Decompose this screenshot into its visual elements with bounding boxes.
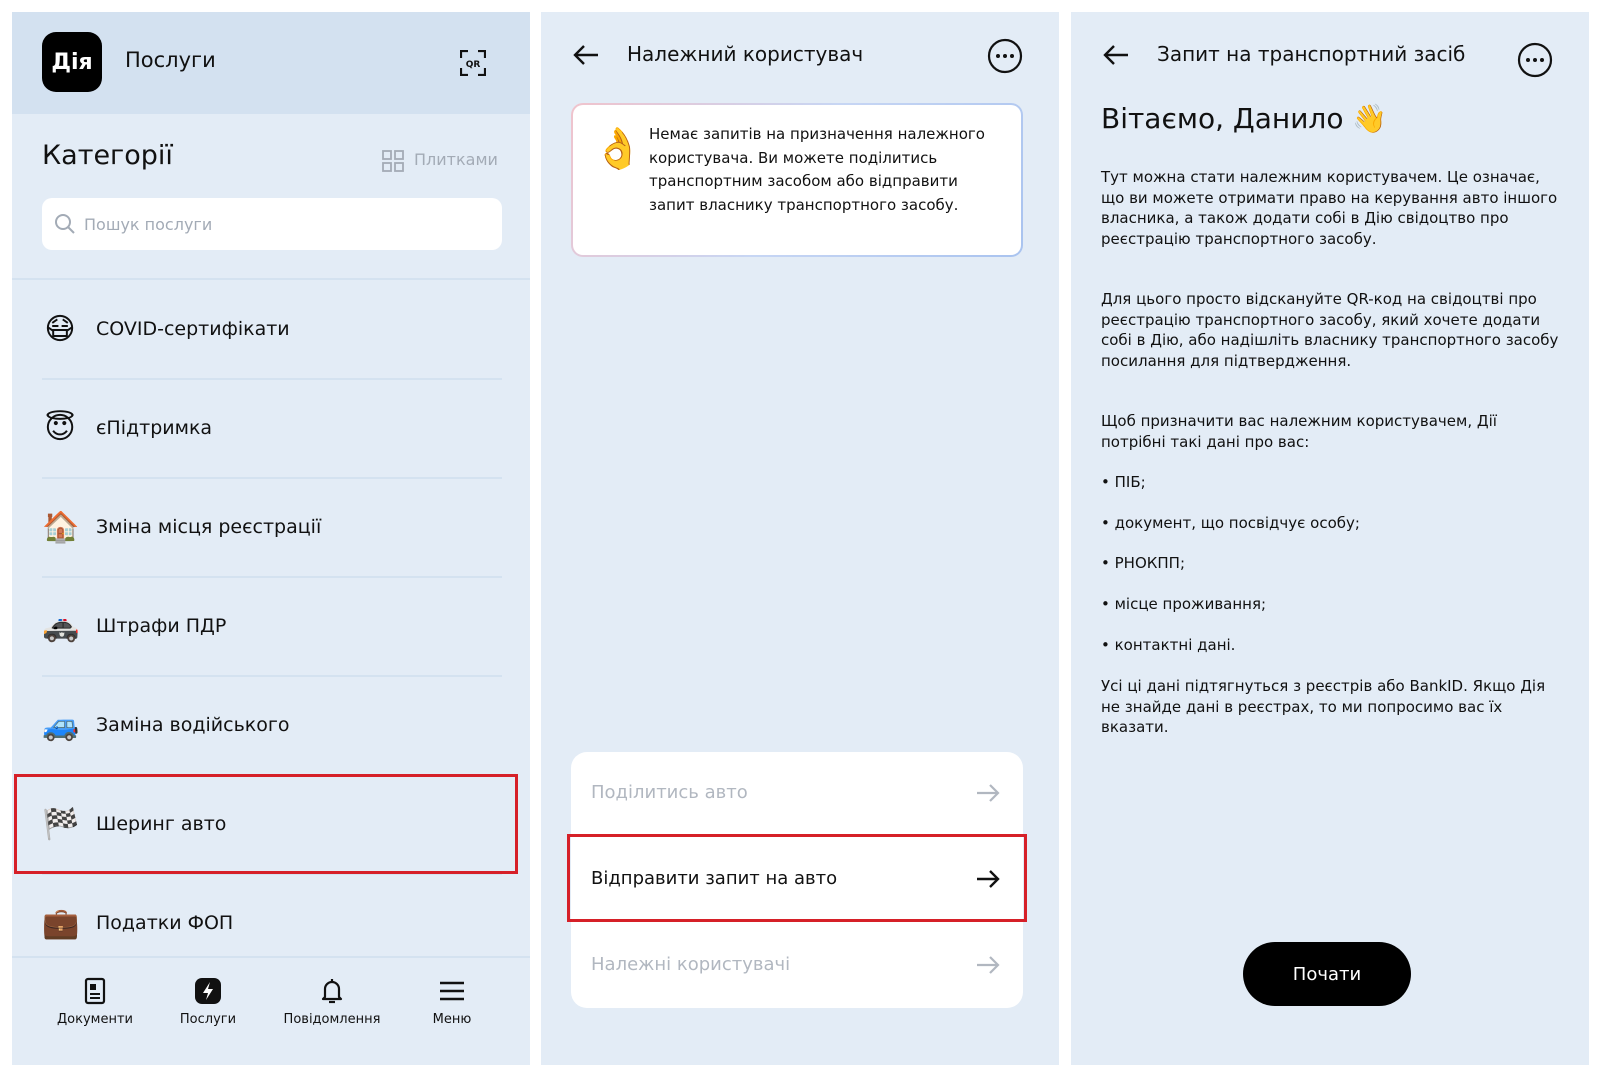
list-item: • ПІБ;	[1101, 473, 1146, 491]
share-car-button[interactable]	[571, 752, 1023, 836]
service-item-license-replacement[interactable]	[42, 676, 502, 776]
police-car-icon: 🚓	[42, 609, 80, 644]
highlight-frame	[14, 774, 518, 874]
service-item-covid[interactable]	[42, 280, 502, 380]
service-item-label: Заміна водійського	[96, 714, 290, 736]
car-icon: 🚙	[42, 708, 80, 743]
info-card	[571, 103, 1023, 257]
service-item-label: COVID-сертифікати	[96, 318, 290, 340]
authorized-users-button[interactable]	[571, 924, 1023, 1008]
grid-icon[interactable]	[382, 150, 404, 172]
briefcase-icon: 💼	[42, 906, 80, 941]
list-item: • контактні дані.	[1101, 636, 1236, 654]
tiles-view-toggle[interactable]: Плитками	[414, 150, 498, 169]
nav-services[interactable]	[148, 976, 268, 1027]
checkered-flag-icon: 🏁	[42, 807, 80, 842]
action-label: Поділитись авто	[591, 782, 748, 803]
page-title: Послуги	[125, 48, 216, 72]
ok-hand-icon: 👌	[593, 126, 643, 172]
list-item: • місце проживання;	[1101, 595, 1267, 613]
list-item: • документ, що посвідчує особу;	[1101, 514, 1360, 532]
back-arrow-icon[interactable]	[571, 40, 601, 70]
intro-paragraph: Тут можна стати належним користувачем. Це означає, що ви можете отримати право на керування авто іншого власника, а також додати собі в Дію свідоцтво про реєстрацію транспортного засобу.	[1101, 168, 1558, 248]
nav-label: Послуги	[179, 1012, 237, 1027]
nav-menu[interactable]	[392, 976, 512, 1027]
service-item-label: Штрафи ПДР	[96, 615, 227, 637]
services-header	[12, 12, 530, 114]
halo-face-icon: 😇	[44, 411, 76, 446]
action-label: Належні користувачі	[591, 954, 791, 975]
search-input[interactable]	[84, 198, 484, 250]
bottom-nav	[12, 956, 530, 1065]
highlight-frame	[567, 834, 1027, 922]
bell-icon	[317, 976, 347, 1006]
svg-text:QR: QR	[465, 60, 481, 70]
greeting-heading: Вітаємо, Данило 👋	[1101, 102, 1388, 135]
registry-paragraph: Усі ці дані підтягнуться з реєстрів або BankID. Якщо Дія не знайде дані в реєстрах, то ми попросимо вас їх вказати.	[1101, 677, 1546, 736]
authorized-user-screen	[541, 12, 1059, 1065]
nav-label: Повідомлення	[283, 1012, 381, 1027]
nav-documents[interactable]	[35, 976, 155, 1027]
list-item: • РНОКПП;	[1101, 554, 1186, 572]
house-icon: 🏠	[42, 510, 80, 545]
back-arrow-icon[interactable]	[1101, 40, 1131, 70]
arrow-right-icon	[975, 780, 1001, 806]
vehicle-request-screen	[1071, 12, 1589, 1065]
action-label: Відправити запит на авто	[591, 868, 838, 889]
service-item-label: Податки ФОП	[96, 912, 234, 934]
qr-scan-icon[interactable]	[460, 50, 486, 76]
service-item-epidtrymka[interactable]	[42, 379, 502, 479]
nav-label: Меню	[432, 1012, 472, 1027]
service-item-label: єПідтримка	[96, 417, 213, 439]
mask-face-icon: 😷	[44, 312, 76, 347]
diia-logo[interactable]: Дія	[42, 32, 102, 92]
more-options-icon[interactable]	[987, 38, 1023, 74]
menu-icon	[437, 976, 467, 1006]
action-list	[571, 752, 1023, 1008]
page-title: Запит на транспортний засіб	[1157, 42, 1466, 66]
instructions-paragraph: Для цього просто відскануйте QR-код на свідоцтві про реєстрацію транспортного засобу, який хочете додати собі в Дію, або надішліть власнику транспортного засобу посилання для підтвердження.	[1101, 290, 1559, 370]
documents-icon	[80, 976, 110, 1006]
start-button[interactable]: Почати	[1243, 942, 1411, 1006]
data-required-paragraph: Щоб призначити вас належним користувачем, Дії потрібні такі дані про вас:	[1101, 412, 1497, 451]
services-screen	[12, 12, 530, 1065]
service-item-label: Шеринг авто	[96, 813, 227, 835]
nav-notifications[interactable]	[272, 976, 392, 1027]
arrow-right-icon	[975, 952, 1001, 978]
search-box[interactable]	[42, 198, 502, 250]
nav-label: Документи	[57, 1012, 133, 1027]
info-message: Немає запитів на призначення належного користувача. Ви можете поділитись транспортним засобом або відправити запит власнику транспортного засобу.	[649, 125, 985, 214]
services-icon	[193, 976, 223, 1006]
more-options-icon[interactable]	[1517, 42, 1553, 78]
service-item-label: Зміна місця реєстрації	[96, 516, 322, 538]
service-item-traffic-fines[interactable]	[42, 577, 502, 677]
categories-title: Категорії	[42, 140, 173, 171]
service-item-registration-change[interactable]	[42, 478, 502, 578]
search-icon	[54, 213, 76, 235]
page-title: Належний користувач	[627, 42, 864, 66]
